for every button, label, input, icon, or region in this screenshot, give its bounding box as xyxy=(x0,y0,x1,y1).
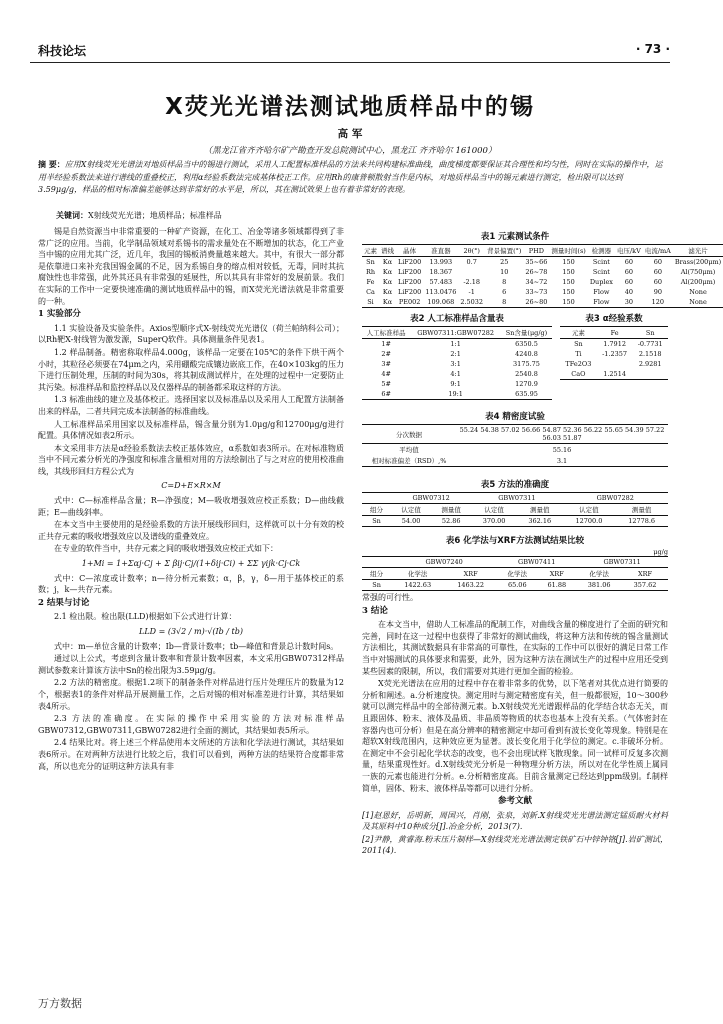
table-1-header: PHD xyxy=(528,246,545,255)
table-cell: 60 xyxy=(624,258,634,266)
table-cell: 150 xyxy=(562,288,575,296)
table-cell: 10 xyxy=(500,268,509,276)
table-2-header: GBW07311:GBW07282 xyxy=(417,328,495,337)
table-row xyxy=(362,580,668,591)
table-cell: CaO xyxy=(571,370,586,378)
table-row xyxy=(362,267,723,277)
table-1 xyxy=(362,230,722,308)
table-cell: -1 xyxy=(468,288,475,296)
table-cell: 2:1 xyxy=(450,350,461,358)
table-cell: 3:1 xyxy=(450,360,461,368)
table-cell: 381.06 xyxy=(587,581,611,589)
table-cell: Scint xyxy=(592,258,610,266)
table-cell: 120 xyxy=(651,298,665,306)
paragraph-1-3e: 在专业的软件当中，共存元素之间的吸收增强效应校正式如下： xyxy=(54,544,278,554)
keywords xyxy=(56,210,664,221)
paragraph-2-2: 2.2 方法的精密度。根据1.2项下的制备条件对样品进行压片处理压片的数量为12个，根据表1的条件对样品开展测量工作，之后对锡的相对标准差进行计算，其结果如表4所示。 xyxy=(38,678,344,711)
left-column xyxy=(38,226,344,773)
table-cell: 12778.6 xyxy=(628,517,656,525)
table-cell: Sn xyxy=(372,581,381,589)
table-cell: 52.86 xyxy=(441,517,461,525)
table-cell: 1:1 xyxy=(450,340,461,348)
table-6-header: 组分 xyxy=(370,570,384,578)
section-heading-3: 3 结论 xyxy=(362,605,388,616)
page-number: · 73 · xyxy=(635,42,670,56)
table-5-header: 测量值 xyxy=(441,506,461,514)
paragraph-1-3: 1.3 标准曲线的建立及基体校正。选择国家以及标准品以及采用人工配置方法制备出来的样品，二者共同完成本法制备的标准曲线。 xyxy=(38,395,344,416)
paper-title: X荧光光谱法测试地质样品中的锡 xyxy=(165,94,535,120)
section-heading-2: 2 结果与讨论 xyxy=(38,597,90,608)
table-4-value: 55.24 54.38 57.02 56.66 54.87 52.36 56.22 55.65 54.39 57.22 56.03 51.87 xyxy=(459,426,665,442)
table-3-caption: 表3 α经验系数 xyxy=(585,314,643,324)
table-cell: None xyxy=(689,288,707,296)
table-row xyxy=(362,277,723,287)
table-cell: 26~78 xyxy=(525,268,548,276)
table-cell: 90 xyxy=(653,288,662,296)
table-5-header: 测量值 xyxy=(529,506,550,514)
table-cell: 3175.75 xyxy=(513,360,540,368)
equation-2-legend: 式中：C—浓度或计数率；n—待分析元素数；α，β，γ，δ—用于基体校正的系数；j，k—共存元素。 xyxy=(38,573,344,595)
table-4-value: 55.16 xyxy=(552,445,572,454)
paragraph-1-3d: 在本文当中主要使用的是经验系数的方法开展线形回归，这样就可以十分有效的校正共存元素的吸收增强效应以及谱线的重叠效应。 xyxy=(38,520,344,541)
table-cell: Rh xyxy=(365,268,376,276)
table-5-header: 认定值 xyxy=(579,506,599,514)
table-cell: 1.7912 xyxy=(603,340,626,348)
table-cell: 2.9281 xyxy=(638,360,662,368)
table-1-header: 测量时间(s) xyxy=(551,247,586,255)
table-cell: 8 xyxy=(502,278,507,286)
table-cell: 60 xyxy=(653,278,662,286)
table-cell: Si xyxy=(367,298,374,306)
table-cell: Kα xyxy=(382,278,393,286)
table-cell: 65.06 xyxy=(507,581,527,589)
table-6-caption: 表6 化学法与XRF方法测试结果比较 xyxy=(445,536,585,546)
table-row xyxy=(362,389,552,400)
section-heading-1: 1 实验部分 xyxy=(38,309,81,320)
table-cell: Flow xyxy=(593,288,610,296)
table-cell: 60 xyxy=(624,268,634,276)
table-1-caption: 表1 元素测试条件 xyxy=(480,232,550,242)
table-cell: 635.95 xyxy=(515,390,538,398)
table-cell: 2.1518 xyxy=(638,350,662,358)
table-cell: 5# xyxy=(381,380,391,388)
table-cell: 60 xyxy=(653,258,662,266)
table-row xyxy=(362,359,552,369)
table-3 xyxy=(560,312,668,380)
table-cell: Kα xyxy=(382,258,393,266)
table-row xyxy=(362,297,723,308)
table-cell xyxy=(597,359,633,369)
table-6-group-blank xyxy=(362,557,391,568)
table-6-group: GBW07240 xyxy=(425,558,463,566)
table-5-group: GBW07282 xyxy=(596,494,634,502)
table-cell: Ti xyxy=(575,350,582,358)
table-cell: Brass(200μm) xyxy=(674,258,722,266)
equation-3-legend: 式中：m—单位含量的计数率；Ib—背景计数率；tb—峰值和背景总计数时间s。 xyxy=(54,641,339,651)
table-row xyxy=(362,455,668,467)
conclusion-paragraph-1: 在本文当中，借助人工标准品的配制工作，对曲线含量的梯度进行了全面的研究和完善，同时在这一过程中也获得了非常好的测试曲线，将这种方法和传统的锡含量测试方法相比，其测试数据具有非常高的可靠性，在实际的工作中可以很好的满足日常工作当中对锡测试的具体要求和需要，此外，因为这种方法在测试生产的过程中应用还受到某些因素的限制，所以，我们需要对其进行更加全面的检验。 xyxy=(362,620,668,676)
table-1-header: 元素 xyxy=(364,247,377,255)
equation-1: C=D+E×R×M xyxy=(161,481,221,491)
paragraph-2-1: 2.1 检出限。检出限(LLD)根据如下公式进行计算： xyxy=(54,612,237,622)
table-1-header: 谱线 xyxy=(381,247,394,255)
table-6-group: GBW07311 xyxy=(603,558,641,566)
table-cell: 4240.8 xyxy=(515,350,538,358)
table-6-header: 化学法 xyxy=(407,570,428,578)
table-3-header: Fe xyxy=(610,328,619,337)
table-5-caption: 表5 方法的准确度 xyxy=(480,480,550,490)
table-6-header: XRF xyxy=(549,569,564,578)
table-6-unit: μg/g xyxy=(653,548,668,556)
paragraph-1-3c: 本文采用非方法是α经验系数法去校正基体效应，α系数如表3所示。在对标准物质当中不同元素分析光的净强度和标准含量相对用的方法绘制出了与之对应的使用校准曲线，其线形回归方程公式为 xyxy=(38,443,344,476)
table-cell: 2.5032 xyxy=(460,298,484,306)
table-2-header: Sn含量(μg/g) xyxy=(505,329,548,337)
table-6 xyxy=(362,534,668,591)
table-cell xyxy=(632,369,668,380)
table-cell: 60 xyxy=(653,268,662,276)
table-cell: 370.00 xyxy=(482,517,506,525)
table-6-group: GBW07411 xyxy=(518,558,556,566)
reference-1: [1]赵恩好，岳明新，周国兴，肖刚，张泉，刘新.X射线荧光光谱法测定锰质耐火材料及其原料中10种成分[J].冶金分析，2013(7). xyxy=(362,810,668,832)
table-1-header: 电压/kV xyxy=(616,247,641,255)
keywords-text: X射线荧光光谱；地质样品；标准样品 xyxy=(88,211,222,220)
affiliation: （黑龙江省齐齐哈尔矿产勘查开发总院测试中心，黑龙江 齐齐哈尔 161000） xyxy=(203,146,497,156)
running-header xyxy=(38,38,670,60)
paragraph-1-2: 1.2 样品制备。精密称取样品4.000g，该样品一定要在105℃的条件下烘干两个小时，其粒径必须要在74μm之内，采用硼酸完成镶边嵌底工作，在40×103kg的压力下进行压制处理，压制的时间为30s，将其制成测试样片，在处理的过程中一定要防止其污染。标准样品和监控样品以及仅器样品的制备都采取这样的方法。 xyxy=(38,347,344,392)
paragraph-2-1b: 通过以上公式，考虑到含量计数率和背景计数率因素，本文采用GBW07312样品测试参数来计算该方法中Sn的检出限为3.59μg/g。 xyxy=(38,654,344,675)
table-row xyxy=(362,379,552,389)
table-row xyxy=(362,369,552,379)
table-cell: 35~66 xyxy=(525,258,548,266)
table-cell: Al(200μm) xyxy=(680,278,716,286)
table-cell xyxy=(458,267,485,277)
table-row xyxy=(362,287,723,297)
table-cell: 9:1 xyxy=(450,380,461,388)
table-cell: Ca xyxy=(366,288,375,296)
table-cell: LiF200 xyxy=(398,268,422,276)
table-cell: None xyxy=(689,298,707,306)
table-cell: 3# xyxy=(381,360,391,368)
table-5-group-blank xyxy=(362,493,391,504)
table-1-header: 背景偏置(°) xyxy=(487,247,522,255)
equation-1-legend: 式中：C—标准样品含量；R—净强度；M—吸收增强效应校正系数；D—曲线截距；E—曲线斜率。 xyxy=(38,496,344,517)
table-4-label: 相对标准偏差（RSD）,% xyxy=(371,457,447,465)
abstract-text: 应用X射线荧光光谱法对地质样品当中的锡进行测试，采用人工配置标准样品的方法来共同构建标准曲线，曲度梯度都要保证其合理性和均匀性，同时在实际的操作中，运用半经验系数法来进行谱线的重叠校正，利用α经验系数法完成基体校正工作。应用Rh的康普顿散射当作是内标，对地质样品当中的锡元素进行测定，检出限可以达到3.59μg/g，样品的相对标准偏差能够达到非常好的水平是，所以，其在测试效果上也有着非常好的表现。 xyxy=(38,160,663,194)
table-2-header: 人工标准样品 xyxy=(366,329,406,337)
paragraph-2-4: 2.4 结果比对。将上述三个样品使用本文所述的方法和化学法进行测试，其结果如表6所示。在对两种方法进行比较之后，我们可以看到，两种方法的结果符合度都非常高，所以也充分的证明这种方法具有非 xyxy=(38,738,344,771)
table-cell: 19:1 xyxy=(448,390,463,398)
keywords-label: 关键词： xyxy=(56,210,88,220)
table-row xyxy=(560,369,668,380)
table-6-header: XRF xyxy=(463,569,478,578)
table-1-header: 电流/mA xyxy=(644,247,671,255)
table-cell: 6# xyxy=(381,390,391,398)
table-cell: 1463.22 xyxy=(457,581,485,589)
table-cell: 13.993 xyxy=(429,258,453,266)
table-1-header: 滤光片 xyxy=(688,247,708,255)
table-1-header: 准直器 xyxy=(431,247,451,255)
table-cell: Scint xyxy=(592,268,610,276)
table-cell: 4:1 xyxy=(450,370,461,378)
author: 高 军 xyxy=(337,128,363,140)
table-cell: 18.367 xyxy=(429,268,453,276)
right-column xyxy=(362,592,668,858)
table-cell: 150 xyxy=(562,268,575,276)
table-cell: PE002 xyxy=(398,298,421,306)
table-cell: 109.068 xyxy=(427,298,455,306)
table-cell: 25 xyxy=(500,258,509,266)
table-4-label: 平均值 xyxy=(399,446,419,454)
table-row xyxy=(560,339,668,350)
table-5 xyxy=(362,478,668,527)
table-5-group: GBW07312 xyxy=(412,494,450,502)
table-cell: 1422.63 xyxy=(404,581,432,589)
table-1-header: 晶体 xyxy=(403,247,417,255)
table-3-header: 元素 xyxy=(571,329,585,337)
table-cell: 6 xyxy=(502,288,507,296)
table-cell: 362.16 xyxy=(528,517,552,525)
table-cell: -2.18 xyxy=(463,278,481,286)
table-cell: 61.88 xyxy=(547,581,567,589)
intro-paragraph: 锡是自然资源当中非常重要的一种矿产资源，在化工、冶金等诸多领域都得到了非常广泛的应用。当前，化学制品领域对系锡书的需求量处在不断增加的状态，化工产业当中锡的应用尤其广泛，近几年，我国的锡板消费量越来越大。其中，有很大一部分都是依靠进口来补充我国锡金属的不足，因为系锡自身的熔点相对较低，无毒，同时其抗腐蚀性也非常强，此外其还具有非常强的延展性，所以其具有非常好的发展前景。我们在实际的工作中一定要快速准确的测试地质样品中的锡，而X荧光光谱法就是非常重要的一种。 xyxy=(38,227,344,306)
table-cell: 2540.8 xyxy=(515,370,538,378)
references-heading: 参考文献 xyxy=(497,796,532,807)
header-rule xyxy=(30,62,670,63)
table-6-header: XRF xyxy=(638,569,653,578)
table-cell: -1.2357 xyxy=(602,350,628,358)
reference-2: [2]尹静，黄睿海.粉末压片制样—X射线荧光光谱法测定铁矿石中锌钟铬[J].岩矿测试，2011(4). xyxy=(362,834,668,856)
table-cell: 1270.9 xyxy=(515,380,538,388)
table-row xyxy=(560,349,668,359)
paragraph-2-3: 2.3 方法的准确度。在实际的操作中采用实验的方法对标准样品GBW07312,GBW07311,GBW07282进行全面的测试，其结果如表5所示。 xyxy=(38,714,344,735)
table-cell: 30 xyxy=(624,298,634,306)
table-4 xyxy=(362,410,668,467)
table-cell: Kα xyxy=(382,268,393,276)
table-5-group: GBW07311 xyxy=(498,494,536,502)
table-cell: Al(750μm) xyxy=(680,268,716,276)
table-row xyxy=(362,516,668,527)
table-4-caption: 表4 精密度试验 xyxy=(485,412,545,422)
paragraph-1-1: 1.1 实验设备及实验条件。Axios型顺序式X-射线荧光光谱仪（荷兰帕纳科公司）；以Rh靶X-射线管为激发源，SuperQ软件。具体测量条件见表1。 xyxy=(38,323,344,345)
table-cell: Sn xyxy=(372,517,381,525)
table-cell: 33~73 xyxy=(525,288,548,296)
journal-section: 科技论坛 xyxy=(38,44,87,58)
table-cell: LiF200 xyxy=(398,288,422,296)
table-cell: LiF200 xyxy=(398,278,422,286)
table-cell: 12700.0 xyxy=(575,517,603,525)
table-cell: 113.0476 xyxy=(425,288,457,296)
table-3-header: Sn xyxy=(645,328,655,337)
equation-2: 1+Mi = 1+Σαj·Cj + Σ βij·Cj/(1+δij·Ci) + ΣΣ γijk·Cj·Ck xyxy=(81,559,301,569)
table-cell: 357.62 xyxy=(633,581,657,589)
paragraph-1-3b: 人工标准样品采用国家以及标准样品，锡含量分别为1.0μg/g和12700μg/g进行配置。具体情况如表2所示。 xyxy=(38,419,344,441)
abstract xyxy=(38,158,664,197)
table-cell: 34~72 xyxy=(525,278,548,286)
table-row xyxy=(560,359,668,369)
table-4-value: 3.1 xyxy=(556,456,568,465)
equation-3: LLD = (3√2 / m)·√(Ib / tb) xyxy=(139,627,243,636)
conclusion-paragraph-2: X荧光光谱法在应用的过程中存在着非常多的优势，以下笔者对其优点进行简要的分析和阐述。a.分析速度快。测定用时与测定精密度有关，但一般都很短，10～300秒就可以测完样品中的全部待测元素。b.X射线荧光光谱跟样品的化学结合状态无关，而且跟固体、粉末、液体及晶质、非晶质等物质的状态也基本上没有关系。（气体密封在容器内也可分析）但是在高分辨率的精密测定中却可看到有波长变化等现象。特别是在超软X射线范围内，这种效应更为显著。波长变化用于化学位的测定。c.非破坏分析。在测定中不会引起化学状态的改变，也不会出现试样飞散现象。同一试样可反复多次测量，结果重现性好。d.X射线荧光分析是一种物理分析方法，所以对在化学性质上属同一族的元素也能进行分析。e.分析精密度高。目前含量测定已经达到ppm级别。f.制样简单，固体、粉末、液体样品等都可以进行分析。 xyxy=(362,679,668,793)
table-cell: 2# xyxy=(381,350,391,358)
table-6-header: 化学法 xyxy=(589,570,609,578)
table-2-caption: 表2 人工标准样品含量表 xyxy=(410,314,504,324)
table-2 xyxy=(362,312,552,400)
table-cell: Sn xyxy=(366,258,375,266)
table-cell: 4# xyxy=(381,370,391,378)
table-cell: Flow xyxy=(593,298,610,306)
table-cell: -0.7731 xyxy=(637,340,663,348)
table-6-header: 化学法 xyxy=(507,570,528,578)
table-5-header: 认定值 xyxy=(484,506,504,514)
table-row xyxy=(362,339,552,350)
table-cell: 1# xyxy=(381,340,391,348)
table-cell: 26~80 xyxy=(525,298,548,306)
table-1-header: 2θ(°) xyxy=(463,246,480,255)
table-cell: Duplex xyxy=(589,278,613,286)
table-cell: 150 xyxy=(562,298,575,306)
table-5-header: 组分 xyxy=(370,506,383,514)
table-row xyxy=(362,349,552,359)
table-row xyxy=(362,257,723,268)
table-cell: 150 xyxy=(562,278,575,286)
table-cell: LiF200 xyxy=(398,258,422,266)
table-cell: Sn xyxy=(574,340,583,348)
table-cell: TFe2O3 xyxy=(565,360,592,368)
table-5-header: 测量值 xyxy=(631,506,652,514)
table-cell: 40 xyxy=(624,288,634,296)
table-cell: Fe xyxy=(366,278,375,286)
table-cell: 6350.5 xyxy=(515,340,538,348)
footer-watermark: 万方数据 xyxy=(38,997,82,1010)
table-cell: 57.483 xyxy=(429,278,453,286)
table-5-header: 认定值 xyxy=(401,506,421,514)
table-cell: 54.00 xyxy=(401,517,421,525)
continuation-text: 常强的可行性。 xyxy=(362,593,418,602)
table-cell: 0.7 xyxy=(466,258,477,266)
table-cell: Kα xyxy=(382,288,393,296)
table-4-label: 分次数据 xyxy=(396,430,422,439)
table-row xyxy=(362,444,668,456)
table-cell: 1.2514 xyxy=(603,370,626,378)
table-cell: Kα xyxy=(382,298,393,306)
table-cell: 8 xyxy=(502,298,507,306)
table-cell: 150 xyxy=(562,258,575,266)
table-1-header: 检测器 xyxy=(591,247,612,255)
table-cell: 60 xyxy=(624,278,634,286)
abstract-label: 摘 要： xyxy=(38,159,65,169)
